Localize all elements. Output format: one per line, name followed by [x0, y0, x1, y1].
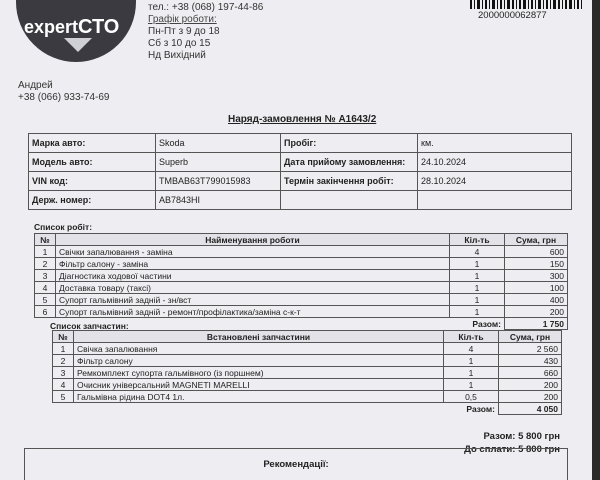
row-name: Свічки запалювання - заміна	[56, 246, 450, 258]
header-num: №	[53, 331, 74, 343]
logo-text: expertСТО	[24, 16, 120, 38]
info-row	[29, 172, 572, 191]
row-num: 1	[35, 246, 56, 258]
row-num: 3	[53, 367, 74, 379]
contact-block	[148, 2, 263, 62]
row-sum: 660	[499, 367, 562, 379]
row-sum: 430	[499, 355, 562, 367]
parts-section-title: Список запчастин:	[50, 321, 129, 331]
info-value	[418, 191, 572, 210]
row-sum: 400	[505, 294, 568, 306]
row-num: 3	[35, 270, 56, 282]
row-num: 2	[53, 355, 74, 367]
schedule-line: Нд Вихідний	[148, 50, 206, 61]
barcode-number: 2000000062877	[478, 10, 547, 21]
table-row	[35, 282, 568, 294]
summary-pay-label: До сплати:	[464, 444, 516, 455]
empty-cell	[74, 403, 444, 415]
info-row	[29, 134, 572, 153]
row-qty: 1	[450, 258, 505, 270]
company-phone: тел.: +38 (068) 197-44-86	[148, 2, 264, 13]
row-name: Фільтр салону	[74, 355, 444, 367]
row-name: Очисник універсальний MAGNETI MARELLI	[74, 379, 444, 391]
vehicle-info-table	[28, 133, 572, 210]
row-qty: 1	[444, 355, 499, 367]
row-qty: 1	[450, 306, 505, 318]
info-value: TMBAB63T799015983	[156, 172, 281, 191]
table-row	[35, 258, 568, 270]
row-qty: 1	[450, 294, 505, 306]
table-row	[35, 306, 568, 318]
row-num: 5	[35, 294, 56, 306]
row-name: Супорт гальмівний задній - ремонт/профілактика/заміна с-к-т	[56, 306, 450, 318]
empty-cell	[53, 403, 74, 415]
row-name: Супорт гальмівний задній - зн/вст	[56, 294, 450, 306]
row-num: 5	[53, 391, 74, 403]
info-value: 28.10.2024	[418, 172, 572, 191]
info-label: Термін закінчення робіт:	[281, 172, 418, 191]
row-qty: 4	[450, 246, 505, 258]
works-header-row	[35, 234, 568, 246]
info-label: Дата прийому замовлення:	[281, 153, 418, 172]
info-label: Марка авто:	[29, 134, 156, 153]
row-sum: 2 560	[499, 343, 562, 355]
row-num: 6	[35, 306, 56, 318]
header-name: Встановлені запчастини	[74, 331, 444, 343]
row-qty: 1	[450, 270, 505, 282]
info-label: Держ. номер:	[29, 191, 156, 210]
info-label: VIN код:	[29, 172, 156, 191]
info-label: Модель авто:	[29, 153, 156, 172]
row-sum: 200	[505, 306, 568, 318]
row-name: Доставка товару (таксі)	[56, 282, 450, 294]
table-row	[53, 343, 562, 355]
works-total-value: 1 750	[505, 318, 568, 330]
schedule-line: Сб з 10 до 15	[148, 38, 211, 49]
header-sum: Сума, грн	[499, 331, 562, 343]
summary-total-value: 5 800 грн	[518, 431, 560, 442]
table-row	[35, 246, 568, 258]
parts-table	[52, 330, 562, 415]
row-qty: 1	[444, 379, 499, 391]
recommendations-label: Рекомендації:	[263, 459, 329, 470]
row-sum: 300	[505, 270, 568, 282]
document-title: Наряд-замовлення № A1643/2	[228, 114, 377, 125]
row-sum: 200	[499, 391, 562, 403]
table-row	[53, 391, 562, 403]
table-row	[35, 294, 568, 306]
client-name: Андрей	[18, 80, 53, 91]
row-qty: 4	[444, 343, 499, 355]
row-num: 2	[35, 258, 56, 270]
row-qty: 0,5	[444, 391, 499, 403]
row-name: Діагностика ходової частини	[56, 270, 450, 282]
works-total-label: Разом:	[472, 318, 501, 329]
table-row	[53, 355, 562, 367]
row-sum: 600	[505, 246, 568, 258]
info-value: 24.10.2024	[418, 153, 572, 172]
row-num: 1	[53, 343, 74, 355]
header-sum: Сума, грн	[505, 234, 568, 246]
header-name: Найменування роботи	[56, 234, 450, 246]
row-sum: 100	[505, 282, 568, 294]
header-num: №	[35, 234, 56, 246]
schedule-title: Графік роботи:	[148, 14, 217, 25]
row-name: Свічка запалювання	[74, 343, 444, 355]
header-qty: Кіл-ть	[450, 234, 505, 246]
row-name: Ремкомплект супорта гальмівного (із поршнем)	[74, 367, 444, 379]
client-phone: +38 (066) 933-74-69	[18, 92, 110, 103]
summary-total	[464, 430, 560, 443]
row-num: 4	[35, 282, 56, 294]
info-value: Skoda	[156, 134, 281, 153]
info-label: Пробіг:	[281, 134, 418, 153]
parts-total-value: 4 050	[499, 403, 562, 415]
summary-pay-value: 5 800 грн	[518, 444, 560, 455]
row-sum: 200	[499, 379, 562, 391]
row-qty: 1	[444, 367, 499, 379]
info-row	[29, 191, 572, 210]
info-label	[281, 191, 418, 210]
recommendations-box	[24, 448, 568, 480]
summary-total-label: Разом:	[483, 431, 516, 442]
parts-total-row	[53, 403, 562, 415]
parts-header-row	[53, 331, 562, 343]
parts-total-label: Разом:	[466, 403, 495, 414]
table-row	[53, 379, 562, 391]
client-block	[18, 80, 109, 104]
works-section-title: Список робіт:	[34, 222, 93, 232]
row-qty: 1	[450, 282, 505, 294]
info-value: AB7843HI	[156, 191, 281, 210]
info-row	[29, 153, 572, 172]
row-num: 4	[53, 379, 74, 391]
header-qty: Кіл-ть	[444, 331, 499, 343]
table-row	[35, 270, 568, 282]
table-row	[53, 367, 562, 379]
row-name: Фільтр салону - заміна	[56, 258, 450, 270]
company-logo	[16, 0, 136, 62]
logo-chevron-icon	[64, 38, 92, 52]
works-table	[34, 233, 568, 330]
row-name: Гальмівна рідина DOT4 1л.	[74, 391, 444, 403]
info-value: км.	[418, 134, 572, 153]
schedule-line: Пн-Пт з 9 до 18	[148, 26, 220, 37]
row-sum: 150	[505, 258, 568, 270]
info-value: Superb	[156, 153, 281, 172]
